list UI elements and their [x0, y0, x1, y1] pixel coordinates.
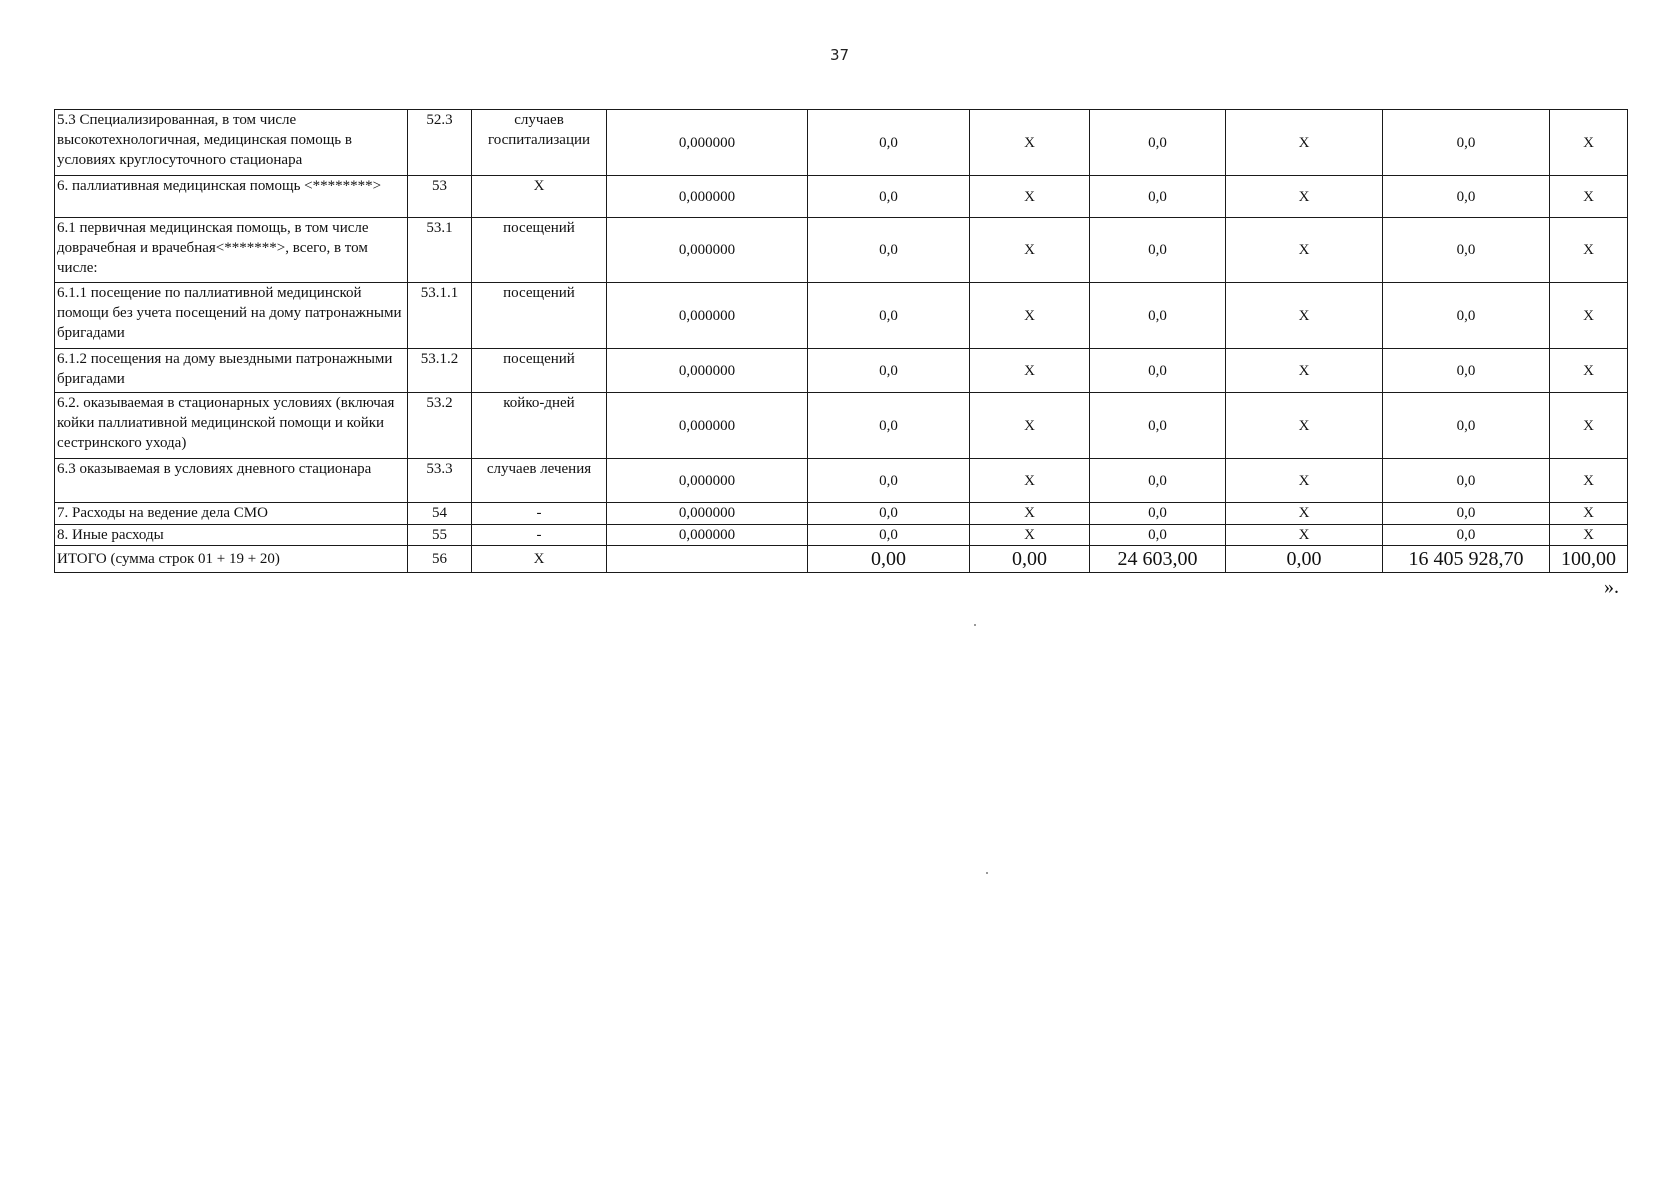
row-value-3: X [970, 176, 1090, 218]
row-value-6: 0,0 [1383, 349, 1550, 393]
row-value-2: 0,0 [808, 525, 970, 546]
row-code: 54 [408, 503, 472, 525]
table-row [55, 110, 1628, 176]
page-number: 37 [829, 46, 850, 64]
row-value-6: 16 405 928,70 [1383, 546, 1550, 573]
row-unit: X [472, 546, 607, 573]
row-value-2: 0,0 [808, 176, 970, 218]
closing-quote-mark: ». [1604, 576, 1619, 598]
row-unit: X [472, 176, 607, 218]
row-value-1: 0,000000 [607, 503, 808, 525]
row-value-5: X [1226, 349, 1383, 393]
row-value-7: X [1550, 283, 1628, 349]
row-value-2: 0,0 [808, 459, 970, 503]
row-value-4: 0,0 [1090, 349, 1226, 393]
row-value-1: 0,000000 [607, 110, 808, 176]
row-unit: случаев госпитализации [472, 110, 607, 176]
row-value-3: X [970, 459, 1090, 503]
total-row [55, 546, 1628, 573]
row-value-5: X [1226, 459, 1383, 503]
table-row [55, 218, 1628, 283]
table-row [55, 503, 1628, 525]
row-value-5: X [1226, 110, 1383, 176]
row-value-7: 100,00 [1550, 546, 1628, 573]
row-value-4: 0,0 [1090, 110, 1226, 176]
row-value-2: 0,00 [808, 546, 970, 573]
row-value-7: X [1550, 459, 1628, 503]
row-value-3: X [970, 218, 1090, 283]
row-value-6: 0,0 [1383, 525, 1550, 546]
table-row [55, 283, 1628, 349]
row-value-4: 0,0 [1090, 459, 1226, 503]
row-value-5: X [1226, 176, 1383, 218]
row-name: 6.1 первичная медицинская помощь, в том числе доврачебная и врачебная<*******>, всего, в том числе: [55, 218, 408, 283]
row-value-5: X [1226, 283, 1383, 349]
row-value-6: 0,0 [1383, 218, 1550, 283]
row-value-4: 0,0 [1090, 218, 1226, 283]
row-value-5: X [1226, 503, 1383, 525]
row-value-2: 0,0 [808, 349, 970, 393]
row-code: 53.2 [408, 393, 472, 459]
table-row [55, 393, 1628, 459]
row-code: 53.1.2 [408, 349, 472, 393]
row-value-5: X [1226, 393, 1383, 459]
row-value-4: 0,0 [1090, 283, 1226, 349]
row-code: 53.1.1 [408, 283, 472, 349]
row-value-3: X [970, 110, 1090, 176]
row-unit: посещений [472, 349, 607, 393]
row-name: 8. Иные расходы [55, 525, 408, 546]
row-value-7: X [1550, 218, 1628, 283]
row-value-4: 0,0 [1090, 176, 1226, 218]
row-value-2: 0,0 [808, 218, 970, 283]
row-name: 6.3 оказываемая в условиях дневного стационара [55, 459, 408, 503]
row-code: 52.3 [408, 110, 472, 176]
row-value-1: 0,000000 [607, 459, 808, 503]
table-row [55, 176, 1628, 218]
row-name: 7. Расходы на ведение дела СМО [55, 503, 408, 525]
row-value-3: X [970, 503, 1090, 525]
row-code: 55 [408, 525, 472, 546]
row-value-6: 0,0 [1383, 110, 1550, 176]
row-value-5: 0,00 [1226, 546, 1383, 573]
row-code: 53.3 [408, 459, 472, 503]
row-value-3: 0,00 [970, 546, 1090, 573]
row-value-2: 0,0 [808, 110, 970, 176]
row-unit: посещений [472, 283, 607, 349]
scan-speck [974, 624, 976, 626]
row-value-1: 0,000000 [607, 218, 808, 283]
row-value-7: X [1550, 525, 1628, 546]
row-value-1: 0,000000 [607, 525, 808, 546]
row-value-7: X [1550, 110, 1628, 176]
row-value-5: X [1226, 525, 1383, 546]
row-name: 6.2. оказываемая в стационарных условиях (включая койки паллиативной медицинской помощи и койки сестринского ухода) [55, 393, 408, 459]
row-value-2: 0,0 [808, 503, 970, 525]
row-name: 6.1.2 посещения на дому выездными патронажными бригадами [55, 349, 408, 393]
row-value-1: 0,000000 [607, 393, 808, 459]
row-value-6: 0,0 [1383, 459, 1550, 503]
row-value-7: X [1550, 503, 1628, 525]
row-value-7: X [1550, 176, 1628, 218]
row-value-1: 0,000000 [607, 176, 808, 218]
row-value-6: 0,0 [1383, 503, 1550, 525]
row-value-4: 0,0 [1090, 525, 1226, 546]
row-value-3: X [970, 525, 1090, 546]
row-value-7: X [1550, 349, 1628, 393]
scan-speck [986, 872, 988, 874]
row-value-1: 0,000000 [607, 349, 808, 393]
row-code: 53.1 [408, 218, 472, 283]
row-value-7: X [1550, 393, 1628, 459]
row-value-3: X [970, 393, 1090, 459]
row-value-2: 0,0 [808, 393, 970, 459]
row-unit: - [472, 503, 607, 525]
row-name: ИТОГО (сумма строк 01 + 19 + 20) [55, 546, 408, 573]
row-value-5: X [1226, 218, 1383, 283]
row-value-6: 0,0 [1383, 176, 1550, 218]
row-value-3: X [970, 283, 1090, 349]
row-unit: случаев лечения [472, 459, 607, 503]
row-value-3: X [970, 349, 1090, 393]
row-value-6: 0,0 [1383, 393, 1550, 459]
row-code: 56 [408, 546, 472, 573]
row-code: 53 [408, 176, 472, 218]
row-value-4: 0,0 [1090, 393, 1226, 459]
row-unit: посещений [472, 218, 607, 283]
row-value-4: 0,0 [1090, 503, 1226, 525]
row-value-1 [607, 546, 808, 573]
table-row [55, 459, 1628, 503]
row-name: 6.1.1 посещение по паллиативной медицинской помощи без учета посещений на дому патронажными бригадами [55, 283, 408, 349]
row-name: 6. паллиативная медицинская помощь <********> [55, 176, 408, 218]
row-value-6: 0,0 [1383, 283, 1550, 349]
financing-table [54, 109, 1628, 573]
row-value-2: 0,0 [808, 283, 970, 349]
row-name: 5.3 Специализированная, в том числе высокотехнологичная, медицинская помощь в условиях круглосуточного стационара [55, 110, 408, 176]
table-row [55, 349, 1628, 393]
row-unit: - [472, 525, 607, 546]
row-unit: койко-дней [472, 393, 607, 459]
table-row [55, 525, 1628, 546]
row-value-1: 0,000000 [607, 283, 808, 349]
row-value-4: 24 603,00 [1090, 546, 1226, 573]
